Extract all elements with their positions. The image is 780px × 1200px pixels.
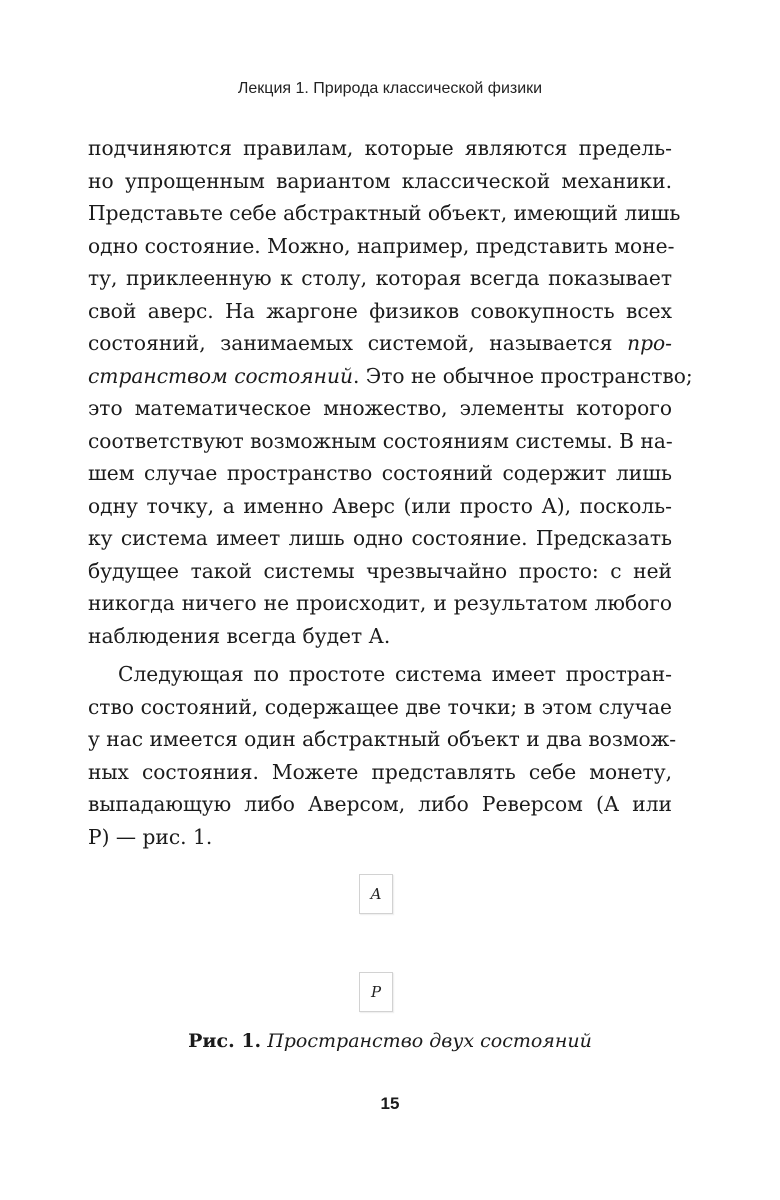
- text-line: [88, 360, 693, 393]
- italic-term: про-: [627, 331, 672, 355]
- text-line: ство состояний, содержащее две точки; в этом случае: [88, 694, 672, 719]
- page-number: 15: [380, 1094, 400, 1113]
- running-head: Лекция 1. Природа классической физики: [237, 80, 543, 97]
- text-line: одно состояние. Можно, например, представить моне-: [88, 233, 675, 258]
- text-segment: состояний, занимаемых системой, называется: [88, 331, 628, 355]
- figure-caption: [0, 1030, 780, 1052]
- text-line: подчиняются правилам, которые являются предель-: [88, 136, 672, 160]
- body-text: [88, 132, 693, 853]
- text-line: одну точку, а именно Аверс (или просто А), посколь-: [88, 493, 672, 518]
- text-line: свой аверс. На жаргоне физиков совокупность всех: [88, 298, 672, 323]
- text-line: ту, приклеенную к столу, которая всегда показывает: [88, 266, 672, 290]
- text-line: шем случае пространство состояний содержит лишь: [88, 461, 672, 485]
- text-line: Р) — рис. 1.: [88, 824, 213, 849]
- text-line: наблюдения всегда будет А.: [88, 623, 391, 648]
- text-line: Следующая по простоте система имеет простран-: [118, 662, 672, 686]
- caption-label: Рис. 1.: [188, 1030, 262, 1052]
- text-line: соответствуют возможным состояниям системы. В на-: [88, 428, 673, 453]
- text-line: ных состояния. Можете представлять себе монету,: [88, 759, 672, 784]
- text-line: Представьте себе абстрактный объект, имеющий лишь: [88, 201, 681, 225]
- state-box-a: A: [359, 874, 393, 914]
- text-line: [88, 327, 672, 360]
- text-line: это математическое множество, элементы которого: [88, 396, 672, 420]
- italic-term: странством состояний: [88, 363, 353, 388]
- text-line: но упрощенным вариантом классической механики.: [88, 168, 672, 193]
- text-line: ку система имеет лишь одно состояние. Предсказать: [88, 526, 672, 550]
- text-segment: . Это не обычное пространство;: [352, 363, 693, 388]
- state-box-p: P: [359, 972, 393, 1012]
- text-line: будущее такой системы чрезвычайно просто: с ней: [88, 558, 672, 583]
- text-line: никогда ничего не происходит, и результатом любого: [88, 591, 672, 615]
- caption-title: Пространство двух состояний: [267, 1030, 592, 1052]
- text-line: выпадающую либо Аверсом, либо Реверсом (А или: [88, 792, 672, 816]
- text-line: у нас имеется один абстрактный объект и два возмож-: [88, 727, 677, 751]
